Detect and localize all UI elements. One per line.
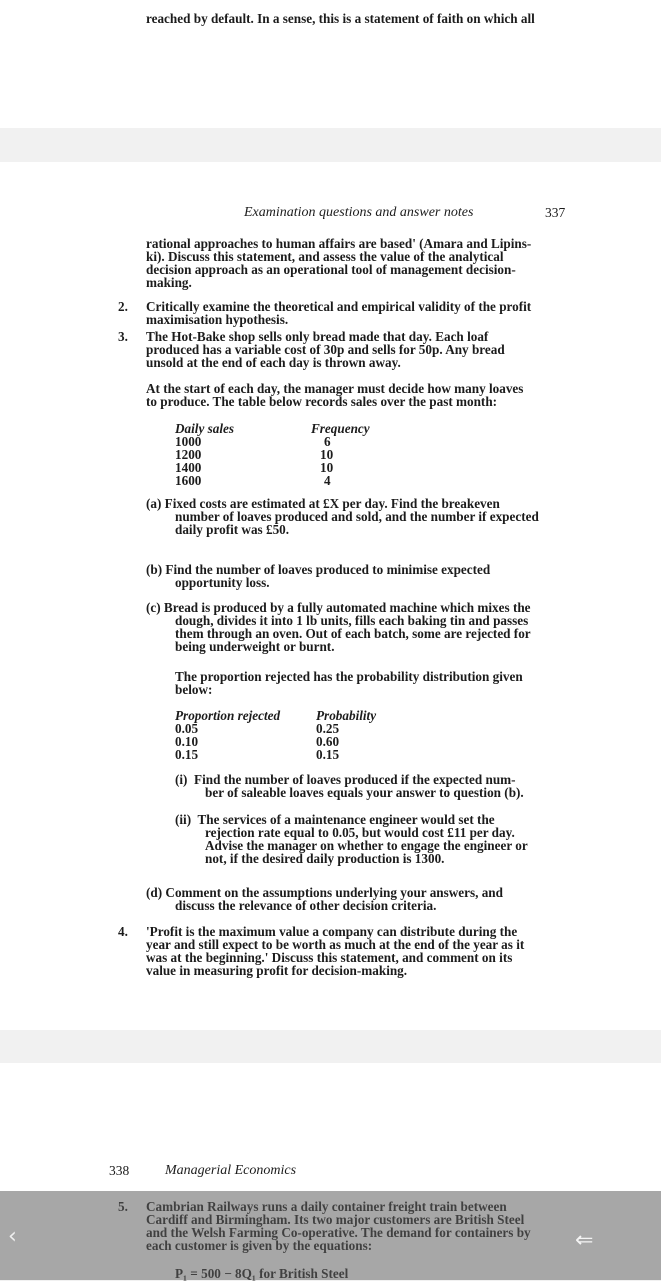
probability-col-header: Probability <box>316 708 377 723</box>
table-cell: 0.60 <box>316 734 340 749</box>
part-c-ii-line: not, if the desired daily production is 1300. <box>205 851 445 866</box>
q2-line: maximisation hypothesis. <box>146 312 289 327</box>
q3-line: unsold at the end of each day is thrown away. <box>146 355 401 370</box>
table-cell: 0.25 <box>316 721 340 736</box>
part-c-para-line: below: <box>175 682 213 697</box>
q4-line: value in measuring profit for decision-making. <box>146 963 408 978</box>
q4-line: year and still expect to be worth as much at the end of the year as it <box>146 937 525 952</box>
table-cell: 1200 <box>175 447 202 462</box>
table-cell: 0.05 <box>175 721 199 736</box>
bottom-overlay-bar <box>0 1191 661 1280</box>
part-c-ii-line: (ii) The services of a maintenance engineer would set the <box>175 812 495 827</box>
part-d-line: discuss the relevance of other decision criteria. <box>175 898 437 913</box>
q3-line: The Hot-Bake shop sells only bread made that day. Each loaf <box>146 329 489 344</box>
part-a-line: (a) Fixed costs are estimated at £X per day. Find the breakeven <box>146 496 500 511</box>
running-header: Examination questions and answer notes <box>244 205 474 220</box>
part-c-line: them through an oven. Out of each batch, some are rejected for <box>175 626 531 641</box>
table-cell: 0.15 <box>175 747 199 762</box>
part-b-line: (b) Find the number of loaves produced to minimise expected <box>146 562 491 577</box>
table-cell: 1600 <box>175 473 202 488</box>
page-fragment-top <box>0 0 661 128</box>
sales-col-header: Daily sales <box>175 421 234 436</box>
part-c-line: dough, divides it into 1 lb units, fills each baking tin and passes <box>175 613 529 628</box>
text-line: reached by default. In a sense, this is a statement of faith on which all <box>146 11 535 26</box>
q2-line: Critically examine the theoretical and empirical validity of the profit <box>146 299 532 314</box>
nav-back-icon[interactable]: ⇐ <box>575 1228 594 1253</box>
table-cell: 0.15 <box>316 747 340 762</box>
table-cell: 0.10 <box>175 734 199 749</box>
frequency-col-header: Frequency <box>311 421 370 436</box>
table-cell: 4 <box>324 473 331 488</box>
proportion-col-header: Proportion rejected <box>175 708 281 723</box>
q1-line: making. <box>146 275 192 290</box>
q2-number: 2. <box>118 299 128 314</box>
part-c-ii-line: rejection rate equal to 0.05, but would cost £11 per day. <box>205 825 515 840</box>
q4-line: was at the beginning.' Discuss this statement, and comment on its <box>146 950 513 965</box>
table-cell: 6 <box>324 434 331 449</box>
q3-line: produced has a variable cost of 30p and sells for 50p. Any bread <box>146 342 505 357</box>
back-arrow-icon[interactable]: ‹ <box>8 1224 17 1249</box>
q1-line: ki). Discuss this statement, and assess the value of the analytical <box>146 249 504 264</box>
q4-number: 4. <box>118 924 128 939</box>
part-c-i-line: ber of saleable loaves equals your answer to question (b). <box>205 785 524 800</box>
part-a-line: number of loaves produced and sold, and the number if expected <box>175 509 539 524</box>
part-c-i-line: (i) Find the number of loaves produced if the expected num- <box>175 772 516 787</box>
page-337 <box>0 162 661 1030</box>
part-c-line: being underweight or burnt. <box>175 639 335 654</box>
part-b-line: opportunity loss. <box>175 575 270 590</box>
q4-line: 'Profit is the maximum value a company can distribute during the <box>146 924 518 939</box>
page-number: 338 <box>109 1163 130 1178</box>
table-cell: 1400 <box>175 460 202 475</box>
part-d-line: (d) Comment on the assumptions underlying your answers, and <box>146 885 503 900</box>
part-c-para-line: The proportion rejected has the probability distribution given <box>175 669 523 684</box>
page-number: 337 <box>545 205 566 220</box>
q1-line: decision approach as an operational tool of management decision- <box>146 262 516 277</box>
part-a-line: daily profit was £50. <box>175 522 290 537</box>
table-cell: 1000 <box>175 434 202 449</box>
table-cell: 10 <box>320 460 334 475</box>
table-cell: 10 <box>320 447 334 462</box>
running-header: Managerial Economics <box>165 1163 297 1178</box>
q3-para-line: to produce. The table below records sales over the past month: <box>146 394 498 409</box>
q3-number: 3. <box>118 329 128 344</box>
part-c-ii-line: Advise the manager on whether to engage the engineer or <box>205 838 528 853</box>
q3-para-line: At the start of each day, the manager must decide how many loaves <box>146 381 524 396</box>
q1-line: rational approaches to human affairs are based' (Amara and Lipins- <box>146 236 532 251</box>
part-c-line: (c) Bread is produced by a fully automated machine which mixes the <box>146 600 531 615</box>
